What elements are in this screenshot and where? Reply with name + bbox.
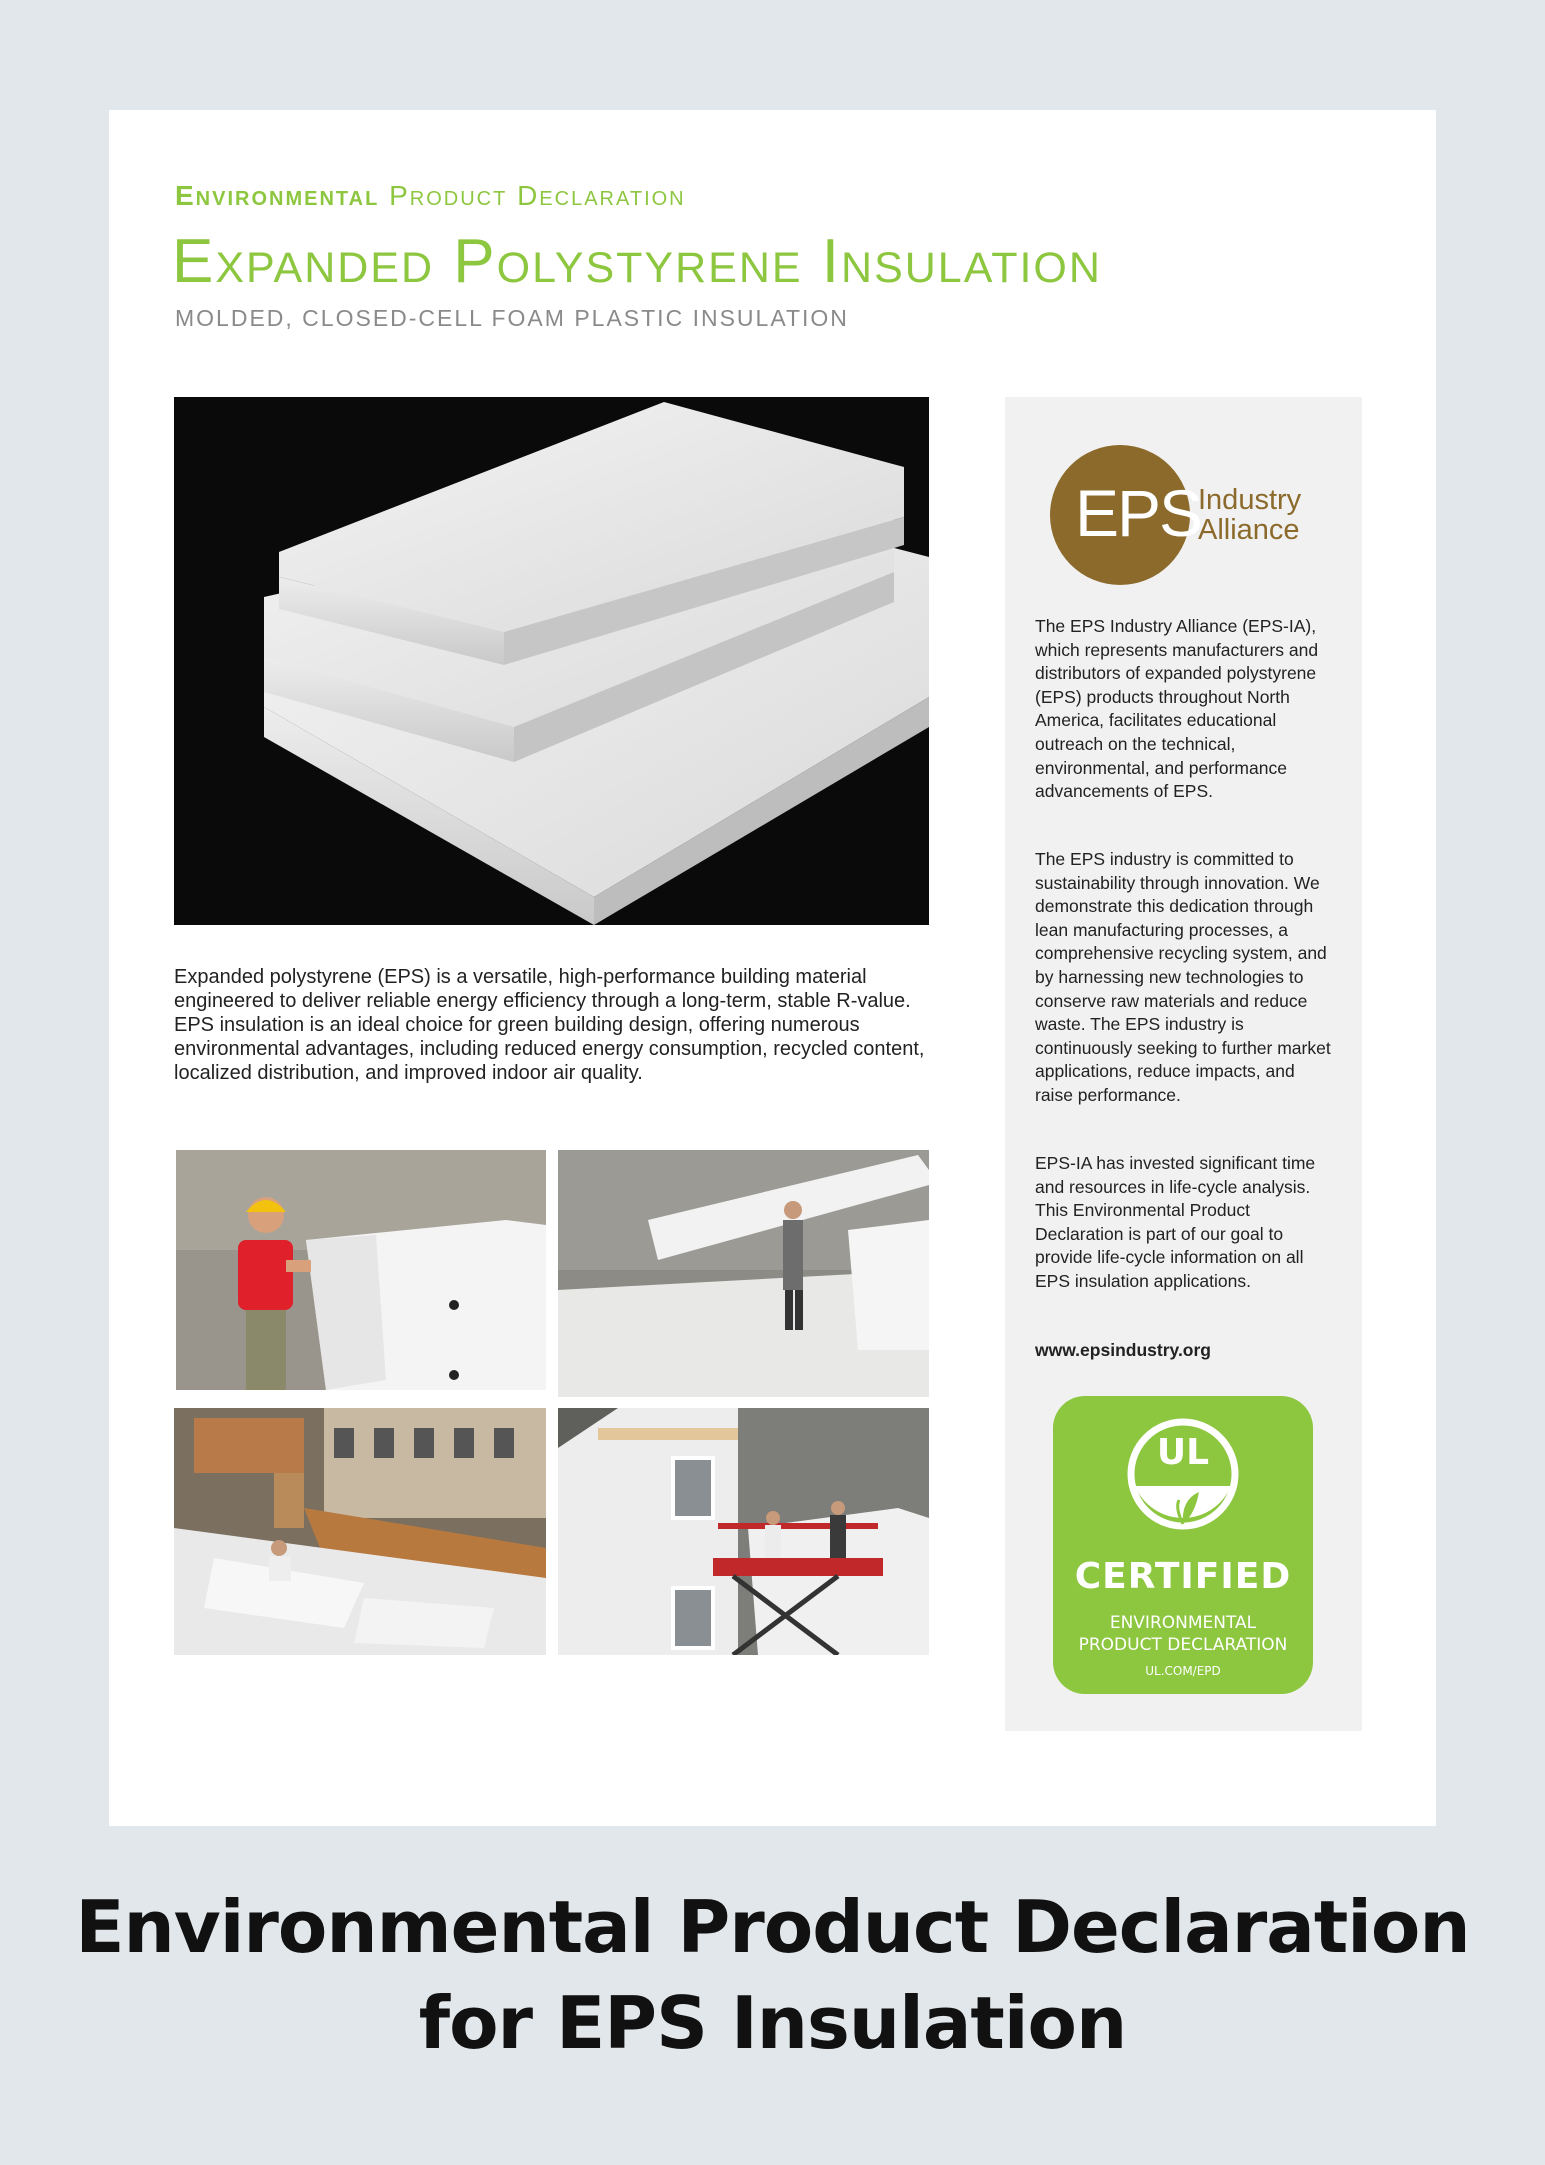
eps-logo-letters: EPS bbox=[1075, 476, 1202, 550]
foam-boards-illustration bbox=[174, 397, 929, 925]
worker-lifting-illustration bbox=[558, 1150, 929, 1397]
ul-mark: UL bbox=[1156, 1432, 1210, 1473]
sidebar-paragraph-1: The EPS Industry Alliance (EPS-IA), which represents manufacturers and distributors of expanded polystyrene (EPS) products throughout North America, facilitates educational outreach on the technical, environmental, and performance advancements of EPS. bbox=[1035, 616, 1319, 802]
eps-logo-line2: Alliance bbox=[1198, 514, 1300, 546]
sidebar-paragraph-2: The EPS industry is committed to sustainability through innovation. We demonstrate this dedication through lean manufacturing processes, a comprehensive recycling system, and by harnessing new technologies to conserve raw materials and reduce waste. The EPS industry is continuously seeking to further market applications, reduce impacts, and raise performance. bbox=[1035, 849, 1331, 1105]
rooftop-illustration bbox=[174, 1408, 546, 1655]
eyebrow-bold: Environmental bbox=[175, 180, 380, 211]
intro-paragraph: Expanded polystyrene (EPS) is a versatile, high-performance building material engineered to deliver reliable energy efficiency through a long-term, stable R-value. EPS insulation is an ideal choice for green building design, offering numerous environmental advantages, including reduced energy consumption, recycled content, localized distribution, and improved indoor air quality. bbox=[174, 966, 925, 1084]
ul-certified-text: CERTIFIED bbox=[1074, 1556, 1292, 1597]
worker-wall-illustration bbox=[176, 1150, 546, 1390]
ul-epd-text bbox=[1053, 1612, 1313, 1656]
ul-link-text: UL.COM/EPD bbox=[1145, 1664, 1221, 1678]
sidebar-website-link[interactable]: www.epsindustry.org bbox=[1035, 1340, 1211, 1360]
photo-rooftop bbox=[174, 1408, 546, 1655]
page-title: Expanded Polystyrene Insulation bbox=[172, 227, 1102, 296]
hero-photo-foam-boards bbox=[174, 397, 929, 925]
caption-line-2: for EPS Insulation bbox=[418, 1981, 1127, 2065]
eyebrow-heading bbox=[175, 180, 686, 212]
eps-logo-line1: Industry bbox=[1198, 484, 1302, 516]
eps-logo-wordmark bbox=[1198, 485, 1301, 545]
photo-worker-wall bbox=[176, 1150, 546, 1390]
photo-worker-lifting bbox=[558, 1150, 929, 1397]
ul-epd-line2: PRODUCT DECLARATION bbox=[1078, 1635, 1288, 1655]
page-subtitle: MOLDED, CLOSED-CELL FOAM PLASTIC INSULATION bbox=[175, 305, 849, 331]
sidebar-paragraph-3: EPS-IA has invested significant time and resources in life-cycle analysis. This Environmental Product Declaration is part of our goal to provide life-cycle information on all EPS insulation applications. bbox=[1035, 1153, 1316, 1291]
ul-leaf-icon bbox=[1053, 1396, 1313, 1556]
scissor-lift-illustration bbox=[558, 1408, 929, 1655]
eyebrow-rest: Product Declaration bbox=[389, 180, 686, 211]
caption-line-1: Environmental Product Declaration bbox=[75, 1885, 1470, 1969]
ul-certified-badge bbox=[1053, 1396, 1313, 1694]
ul-epd-line1: ENVIRONMENTAL bbox=[1109, 1613, 1257, 1633]
eps-industry-alliance-logo bbox=[1050, 445, 1330, 575]
photo-scissor-lift bbox=[558, 1408, 929, 1655]
